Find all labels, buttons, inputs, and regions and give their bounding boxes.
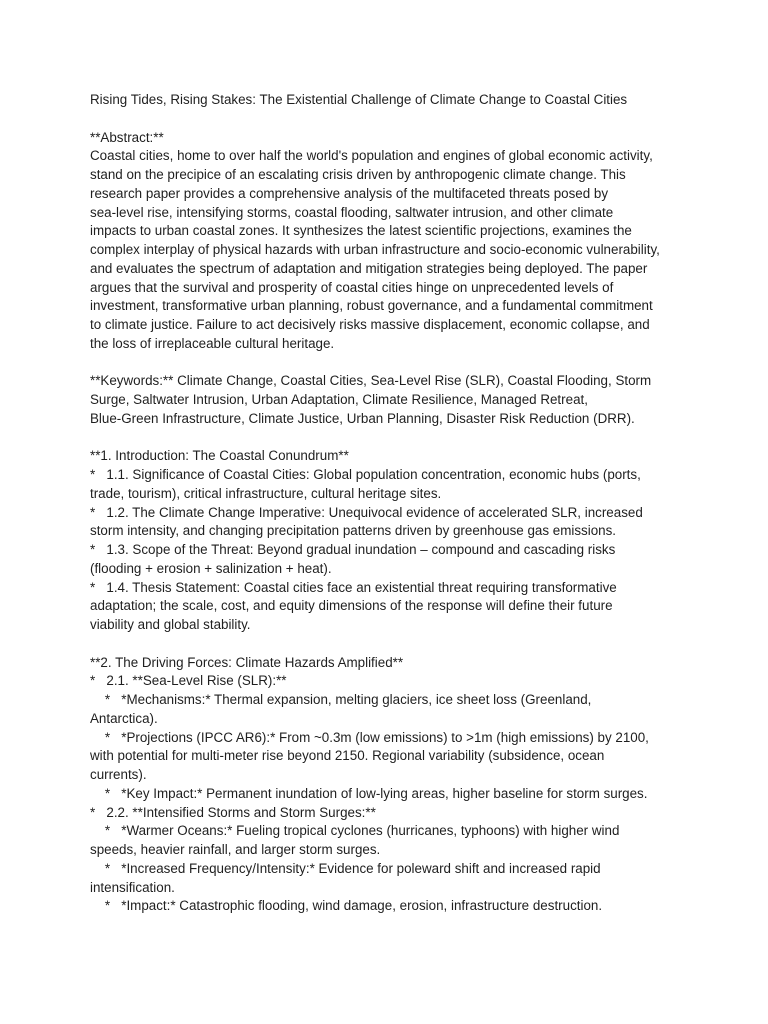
keywords-line: Surge, Saltwater Intrusion, Urban Adaptation, Climate Resilience, Managed Retreat, [90,392,588,407]
abstract-line: research paper provides a comprehensive analysis of the multifaceted threats posed by [90,185,609,201]
list-item-line: * *Key Impact:* Permanent inundation of low-lying areas, higher baseline for storm surges. [90,785,648,801]
driving-forces-section [90,654,680,917]
list-item-line: intensification. [90,879,175,895]
keywords-line: **Keywords:** Climate Change, Coastal Cities, Sea-Level Rise (SLR), Coastal Flooding, Storm [90,373,652,389]
list-item-line: * 1.4. Thesis Statement: Coastal cities face an existential threat requiring transformative [90,579,617,595]
abstract-line: argues that the survival and prosperity of coastal cities hinge on unprecedented levels of [90,279,614,295]
list-item-line: * *Mechanisms:* Thermal expansion, melting glaciers, ice sheet loss (Greenland, [90,692,592,707]
section-heading: **1. Introduction: The Coastal Conundrum** [90,448,349,464]
keywords-line: Blue-Green Infrastructure, Climate Justice, Urban Planning, Disaster Risk Reduction (DRR). [90,410,635,426]
list-item-line: * *Impact:* Catastrophic flooding, wind damage, erosion, infrastructure destruction. [90,898,603,914]
abstract-line: the loss of irreplaceable cultural heritage. [90,335,335,351]
spacer [90,635,680,654]
document-page [90,91,680,916]
abstract-line: to climate justice. Failure to act decisively risks massive displacement, economic collapse, and [90,317,650,332]
list-item-line: speeds, heavier rainfall, and larger storm surges. [90,842,381,857]
abstract-heading: **Abstract:** [90,129,164,145]
spacer [90,429,680,448]
list-item-line: (flooding + erosion + salinization + heat). [90,560,332,576]
spacer [90,110,680,129]
list-item-line: currents). [90,767,147,782]
abstract-line: investment, transformative urban planning, robust governance, and a fundamental commitment [90,298,653,314]
abstract-line: and evaluates the spectrum of adaptation and mitigation strategies being deployed. The paper [90,260,648,276]
abstract-line: Coastal cities, home to over half the world's population and engines of global economic activity, [90,148,653,164]
list-item-line: * 2.2. **Intensified Storms and Storm Surges:** [90,804,376,820]
list-item-line: * *Increased Frequency/Intensity:* Evidence for poleward shift and increased rapid [90,860,601,876]
list-item-line: * *Projections (IPCC AR6):* From ~0.3m (low emissions) to >1m (high emissions) by 2100, [90,729,649,745]
list-item-line: adaptation; the scale, cost, and equity dimensions of the response will define their future [90,598,613,614]
list-item-line: with potential for multi-meter rise beyond 2150. Regional variability (subsidence, ocean [90,748,605,764]
introduction-section [90,447,680,635]
abstract-section [90,129,680,354]
abstract-line: impacts to urban coastal zones. It synthesizes the latest scientific projections, examines the [90,223,632,239]
section-heading: **2. The Driving Forces: Climate Hazards Amplified** [90,654,404,670]
spacer [90,354,680,373]
list-item-line: trade, tourism), critical infrastructure, cultural heritage sites. [90,485,442,501]
list-item-line: viability and global stability. [90,617,251,632]
abstract-line: complex interplay of physical hazards with urban infrastructure and socio-economic vulnerability, [90,242,660,257]
list-item-line: * *Warmer Oceans:* Fueling tropical cyclones (hurricanes, typhoons) with higher wind [90,823,620,839]
list-item-line: * 2.1. **Sea-Level Rise (SLR):** [90,673,287,689]
abstract-line: stand on the precipice of an escalating crisis driven by anthropogenic climate change. This [90,167,626,182]
keywords-section [90,372,680,428]
paper-title: Rising Tides, Rising Stakes: The Existential Challenge of Climate Change to Coastal Cities [90,92,628,107]
list-item-line: storm intensity, and changing precipitation patterns driven by greenhouse gas emissions. [90,523,617,539]
list-item-line: Antarctica). [90,710,158,726]
list-item-line: * 1.1. Significance of Coastal Cities: Global population concentration, economic hubs (ports, [90,467,641,482]
abstract-line: sea-level rise, intensifying storms, coastal flooding, saltwater intrusion, and other climate [90,204,614,220]
list-item-line: * 1.2. The Climate Change Imperative: Unequivocal evidence of accelerated SLR, increased [90,504,643,520]
list-item-line: * 1.3. Scope of the Threat: Beyond gradual inundation – compound and cascading risks [90,542,616,557]
